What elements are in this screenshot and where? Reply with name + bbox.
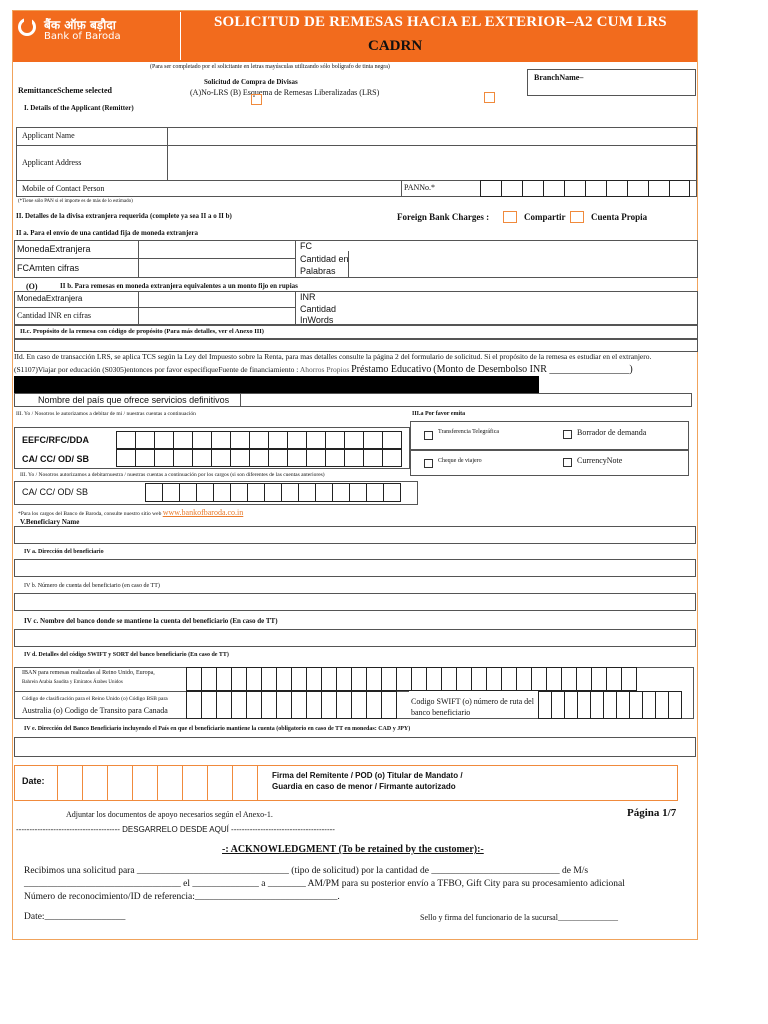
inr-amount-input[interactable] [139, 308, 294, 324]
fill-note: (Para ser completado por el solicitante en letras mayúsculas utilizando sólo bolígrafo de tinta negra) [150, 64, 390, 70]
charges-own-checkbox[interactable] [570, 211, 584, 223]
signature-label-1: Firma del Remitente / POD (o) Titular de Mandato / [272, 771, 463, 780]
issue-box-top [410, 421, 689, 450]
section3a-title: III.a Por favor emita [412, 411, 466, 417]
charges-debit-title: III. Yo / Nosotros autorizamos a debitarnuestra / nuestras cuentas a continuación por los cargos (si son diferentes de las cuentas anteriores) [20, 472, 325, 478]
moneda-input[interactable] [139, 241, 294, 257]
signature-label-2: Guardia en caso de menor / Firmante autorizado [272, 782, 456, 791]
section2-title: II. Detalles de la divisa extranjera requerida (complete ya sea II a o II b) [16, 212, 232, 220]
ca1-label: CA/ CC/ OD/ SB [22, 454, 90, 464]
tc-label: Cheque de viajero [438, 458, 482, 464]
lrs-funding-text: (S1107)Viajar por educación (S0305)entonces por favor especifiqueFuente de financiamiento : [14, 365, 299, 374]
or-label: (O) [26, 282, 38, 291]
moneda2-label: MonedaExtranjera [17, 294, 83, 303]
beneficiary-address-input[interactable] [14, 559, 696, 577]
applicant-name-input[interactable] [168, 128, 696, 144]
charges-share-checkbox[interactable] [503, 211, 517, 223]
ack-line-3: Número de reconocimiento/ID de referencia:______________________________. [24, 892, 340, 902]
mobile-label: Mobile of Contact Person [22, 184, 105, 193]
pan-input-cells[interactable] [480, 180, 689, 197]
ca2-label: CA/ CC/ OD/ SB [22, 487, 89, 497]
redacted-bar [14, 376, 539, 393]
beneficiary-bank-title: IV c. Nombre del banco donde se mantiene la cuenta del beneficiario (En caso de TT) [24, 617, 278, 625]
scheme-a-checkbox[interactable] [251, 94, 262, 105]
swift-label: Codigo SWIFT (o) número de ruta del banco beneficiario [411, 697, 534, 717]
beneficiary-address-title: IV a. Dirección del beneficiario [24, 549, 104, 555]
scheme-b-checkbox[interactable] [484, 92, 495, 103]
inr-words-label: Cantidad InWords [300, 304, 337, 325]
swift-cells[interactable] [538, 691, 681, 719]
form-title: SOLICITUD DE REMESAS HACIA EL EXTERIOR–A2 CUM LRS [214, 14, 667, 30]
dd-label: Borrador de demanda [577, 428, 647, 437]
date-label: Date: [22, 776, 45, 786]
sort-label-2: Australia (o) Codigo de Transito para Canada [22, 706, 168, 715]
swift-sort-title: IV d. Detalles del código SWIFT y SORT del banco beneficiario (En caso de TT) [24, 652, 229, 658]
website-note [18, 508, 243, 517]
lrs-funding-line [14, 364, 704, 375]
ack-title: -: ACKNOWLEDGMENT (To be retained by the customer):- [222, 844, 484, 855]
moneda2-input[interactable] [139, 292, 294, 306]
ack-line-1: Recibimos una solicitud para ________________________________ (tipo de solicitud) por la cantidad de ___________________________ de M/s [24, 866, 589, 876]
section1-title: I. Details of the Applicant (Remitter) [24, 104, 134, 112]
bank-name-hindi: बैंक ऑफ़ बड़ौदा [44, 18, 116, 32]
pan-label: PANNo.* [404, 183, 436, 192]
fc-words-label: Cantidad en Palabras [300, 254, 349, 276]
fc-words-input[interactable] [349, 252, 697, 277]
eefc-label: EEFC/RFC/DDA [22, 435, 89, 445]
own-savings-option[interactable]: Ahorros Propios [299, 365, 350, 374]
tt-checkbox[interactable] [424, 431, 433, 440]
attach-note: Adjuntar los documentos de apoyo necesarios según el Anexo-1. [66, 810, 273, 819]
page-number: Página 1/7 [627, 807, 677, 819]
moneda-label: MonedaExtranjera [17, 244, 91, 254]
purchase-label: Solicitud de Compra de Divisas [204, 78, 298, 86]
currency-note-label: CurrencyNote [577, 456, 623, 465]
ack-stamp: Sello y firma del funcionario de la sucursal_______________ [420, 913, 618, 922]
applicant-name-label: Applicant Name [22, 131, 75, 140]
date-cells[interactable] [57, 765, 257, 801]
website-link[interactable]: www.bankofbaroda.co.in [162, 508, 244, 517]
beneficiary-account-input[interactable] [14, 593, 696, 611]
section2b-title: II b. Para remesas en moneda extranjera equivalentes a un monto fijo en rupias [60, 282, 298, 290]
bank-name: Bank of Baroda [44, 31, 121, 42]
section2c-title: II.c. Propósito de la remesa con código de propósito (Para más detalles, ver el Anexo III) [20, 328, 264, 335]
country-label: Nombre del país que ofrece servicios definitivos [38, 395, 230, 405]
applicant-address-input[interactable] [168, 146, 696, 179]
education-loan-option[interactable]: Préstamo Educativo [351, 364, 432, 375]
section3-title: III. Yo / Nosotros le autorizamos a debitar de mi / nuestras cuentas a continuación [16, 411, 196, 417]
charges-label: Foreign Bank Charges : [397, 212, 490, 222]
country-input[interactable] [241, 394, 691, 406]
purpose-input[interactable] [14, 339, 698, 352]
charges-share-label: Compartir [524, 212, 566, 222]
bank-address-title: IV e. Dirección del Banco Beneficiario incluyendo el País en que el beneficiario mantiene la cuenta (obligatorio en caso de TT en monedas: CAD y JPY) [24, 726, 411, 732]
website-note-text: *Para los cargos del Banco de Baroda, consulte nuestro sitio web [18, 511, 162, 517]
dd-checkbox[interactable] [563, 430, 572, 439]
currency-note-checkbox[interactable] [563, 458, 572, 467]
sort-cells[interactable] [186, 691, 396, 719]
iban-label: IBAN para remesas realizadas al Reino Unido, Europa, [22, 670, 155, 676]
iban-label-2: Bahrein Arabia Saudita y Emiratos Árabes Unidos [22, 680, 123, 685]
lrs-note: IId. En caso de transacción LRS, se aplica TCS según la Ley del Impuesto sobre la Renta, para mas detalles consulte la página 2 del formulario de solicitud. Si el propósito de la remesa es estudiar en el extranjero. [14, 352, 652, 361]
iban-cells[interactable] [186, 667, 636, 691]
fc-label: FC [300, 241, 312, 251]
ca2-account-cells[interactable] [145, 483, 400, 502]
bank-address-input[interactable] [14, 737, 696, 757]
fc-amount-input[interactable] [139, 259, 294, 277]
ca1-account-cells[interactable] [116, 449, 401, 467]
charges-own-label: Cuenta Propia [591, 212, 648, 222]
branch-label: BranchName– [534, 73, 584, 82]
beneficiary-account-title: IV b. Número de cuenta del beneficiario (en caso de TT) [24, 583, 160, 589]
section2a-title: II a. Para el envío de una cantidad fija de moneda extranjera [16, 229, 198, 237]
sort-label: Código de clasificación para el Reino Unido (o) Código BSB para [22, 696, 168, 702]
scheme-label: RemittanceScheme selected [18, 86, 112, 95]
inr-words-input[interactable] [349, 302, 697, 324]
beneficiary-name-title: V.Beneficiary Name [20, 518, 80, 526]
scheme-options: (A)No-LRS (B) Esquema de Remesas Liberalizadas (LRS) [190, 88, 380, 97]
form-title-line2: CADRN [368, 38, 423, 54]
fc-amount-label: FCAmten cifras [17, 263, 80, 273]
tear-line: --------------------------------------- DESGARRELO DESDE AQUÍ --------------------------------------- [16, 825, 335, 834]
tc-checkbox[interactable] [424, 459, 433, 468]
disbursement-amount: (Monto de Desembolso INR ________________) [433, 364, 633, 375]
branch-name-field[interactable] [527, 69, 696, 96]
eefc-account-cells[interactable] [116, 431, 401, 449]
ack-line-2: _________________________________ el ______________ a ________ AM/PM para su posterior envío a TFBO, Gift City para su procesamiento adicional [24, 879, 625, 889]
inr-label: INR [300, 292, 316, 302]
applicant-address-label: Applicant Address [22, 158, 82, 167]
beneficiary-bank-input[interactable] [14, 629, 696, 647]
beneficiary-name-input[interactable] [14, 526, 696, 544]
tt-label: Transferencia Telegráfica [438, 429, 500, 435]
ack-date: Date:_________________ [24, 912, 126, 922]
inr-amount-label: Cantidad INR en cifras [17, 311, 91, 320]
pan-note: (*Tiene sólo PAN si el importe es de más de lo estimado) [18, 199, 133, 204]
